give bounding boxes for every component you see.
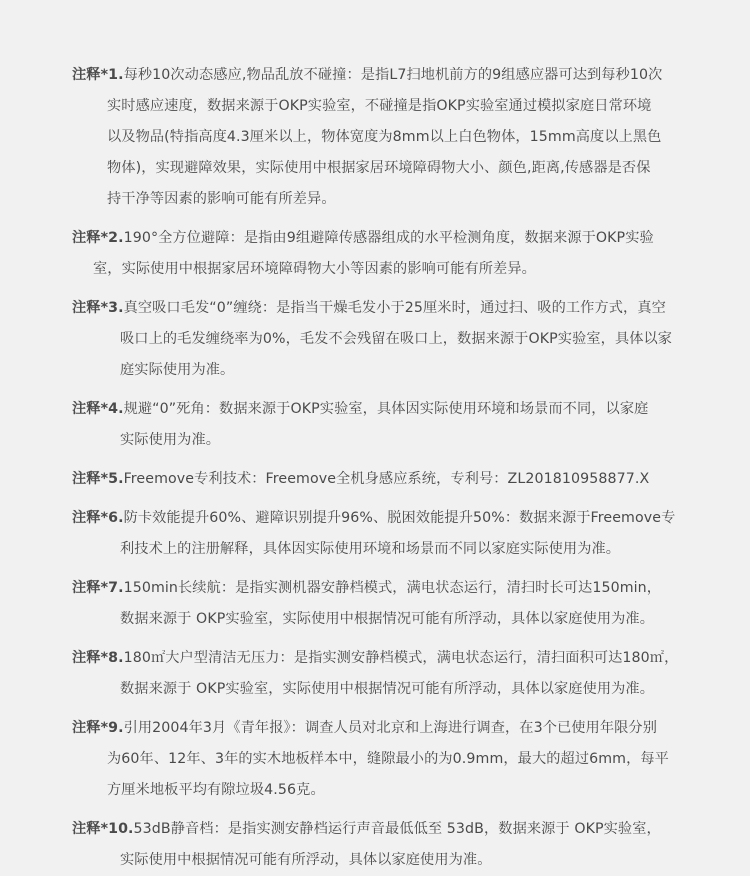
footnote-label: 注释*4.	[72, 401, 124, 417]
footnote-line	[0, 223, 750, 254]
footnote-label: 注释*5.	[72, 471, 124, 487]
footnote-line: 物体)，实现避障效果，实际使用中根据家居环境障碍物大小、颜色,距离,传感器是否保	[107, 160, 651, 176]
footnote-text: 真空吸口毛发“0”缠绕：是指当干燥毛发小于25厘米时，通过扫、吸的工作方式，真空	[123, 300, 666, 316]
footnote-label: 注释*1.	[72, 67, 124, 83]
footnote-line	[0, 713, 750, 744]
footnote-text: 53dB静音档：是指实测安静档运行声音最低低至 53dB，数据来源于 OKP实验室，	[133, 821, 661, 837]
footnote-line: 吸口上的毛发缠绕率为0%，毛发不会残留在吸口上，数据来源于OKP实验室，具体以家	[120, 331, 673, 347]
footnote-line: 实际使用中根据情况可能有所浮动，具体以家庭使用为准。	[120, 852, 492, 868]
footnote-3	[0, 293, 750, 386]
footnote-line: 持干净等因素的影响可能有所差异。	[107, 191, 336, 207]
footnote-line: 数据来源于 OKP实验室，实际使用中根据情况可能有所浮动，具体以家庭使用为准。	[120, 681, 655, 697]
footnote-text: 规避“0”死角：数据来源于OKP实验室，具体因实际使用环境和场景而不同，以家庭	[123, 401, 649, 417]
footnote-label: 注释*7.	[72, 580, 124, 596]
footnote-line	[0, 814, 750, 845]
footnote-line	[0, 464, 750, 495]
footnote-2	[0, 223, 750, 285]
footnote-9	[0, 713, 750, 806]
footnote-10	[0, 814, 750, 876]
footnote-text: 190°全方位避障：是指由9组避障传感器组成的水平检测角度，数据来源于OKP实验	[123, 230, 654, 246]
footnote-line	[0, 503, 750, 534]
footnote-line	[0, 293, 750, 324]
footnote-label: 注释*6.	[72, 510, 124, 526]
footnote-line: 实际使用为准。	[120, 432, 221, 448]
footnote-line	[0, 60, 750, 91]
footnote-line: 庭实际使用为准。	[120, 362, 235, 378]
footnote-5	[0, 464, 750, 495]
footnote-label: 注释*9.	[72, 720, 124, 736]
footnote-text: Freemove专利技术：Freemove全机身感应系统，专利号：ZL201810958877.X	[123, 471, 650, 487]
footnote-text: 180㎡大户型清洁无压力：是指实测安静档模式，满电状态运行，清扫面积可达180㎡，	[123, 650, 679, 666]
footnote-line: 方厘米地板平均有隙垃圾4.56克。	[107, 782, 325, 798]
footnote-label: 注释*2.	[72, 230, 124, 246]
footnote-line: 为60年、12年、3年的实木地板样本中，缝隙最小的为0.9mm，最大的超过6mm，每平	[107, 751, 669, 767]
footnote-label: 注释*3.	[72, 300, 124, 316]
footnote-text: 防卡效能提升60%、避障识别提升96%、脱困效能提升50%：数据来源于Freemove专	[123, 510, 676, 526]
footnote-8	[0, 643, 750, 705]
footnote-line: 数据来源于 OKP实验室，实际使用中根据情况可能有所浮动，具体以家庭使用为准。	[120, 611, 655, 627]
footnote-line: 利技术上的注册解释，具体因实际使用环境和场景而不同以家庭实际使用为准。	[120, 541, 621, 557]
footnote-text: 150min长续航：是指实测机器安静档模式，满电状态运行，清扫时长可达150min，	[123, 580, 662, 596]
footnote-line	[0, 573, 750, 604]
footnote-text: 每秒10次动态感应,物品乱放不碰撞：是指L7扫地机前方的9组感应器可达到每秒10次	[123, 67, 663, 83]
footnote-text: 引用2004年3月《青年报》：调查人员对北京和上海进行调查，在3个已使用年限分别	[123, 720, 657, 736]
footnote-1	[0, 60, 750, 215]
footnote-line: 以及物品(特指高度4.3厘米以上，物体宽度为8mm以上白色物体，15mm高度以上黑色	[107, 129, 662, 145]
footnote-line	[0, 643, 750, 674]
footnote-7	[0, 573, 750, 635]
footnote-line: 实时感应速度，数据来源于OKP实验室，不碰撞是指OKP实验室通过模拟家庭日常环境	[107, 98, 652, 114]
footnote-label: 注释*8.	[72, 650, 124, 666]
footnote-line: 室，实际使用中根据家居环境障碍物大小等因素的影响可能有所差异。	[93, 261, 536, 277]
footnote-line	[0, 394, 750, 425]
footnote-label: 注释*10.	[72, 821, 134, 837]
footnote-6	[0, 503, 750, 565]
footnote-4	[0, 394, 750, 456]
